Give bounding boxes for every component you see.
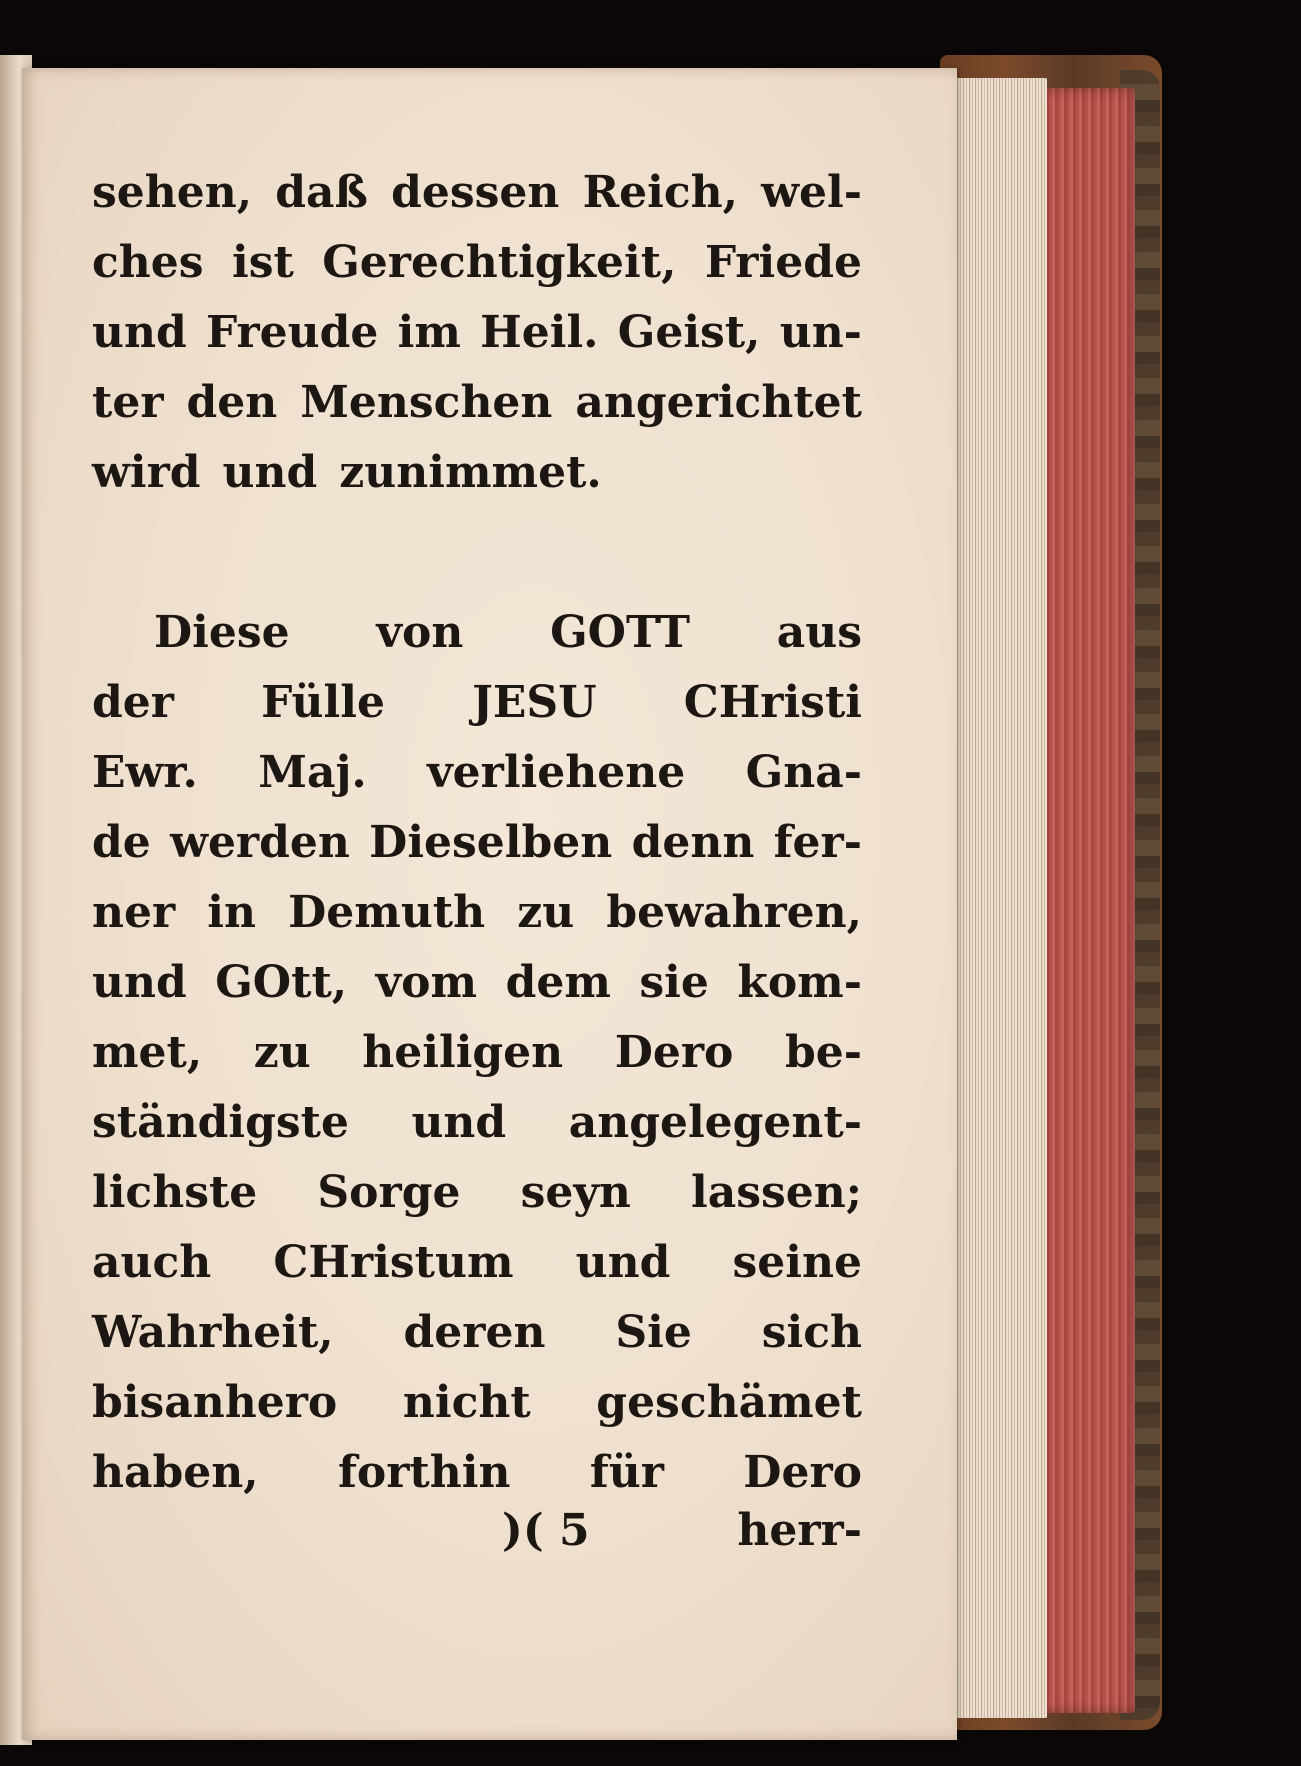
- catchword: herr-: [737, 1505, 862, 1556]
- text-line: [92, 878, 862, 948]
- word: GOtt,: [215, 957, 348, 1008]
- word: den: [186, 377, 278, 428]
- word: fer-: [773, 817, 862, 868]
- word: JESU: [472, 677, 597, 728]
- text-line: [92, 1368, 862, 1438]
- word: zu: [253, 1027, 311, 1078]
- signature-mark: )( 5: [502, 1505, 590, 1556]
- text-line: [92, 158, 862, 228]
- word: Friede: [704, 237, 862, 288]
- word: lichste: [92, 1167, 258, 1218]
- word: de: [92, 817, 151, 868]
- word: sehen,: [92, 167, 253, 218]
- word: angelegent-: [568, 1097, 862, 1148]
- word: bisanhero: [92, 1377, 338, 1428]
- word: ter: [92, 377, 164, 428]
- word: von: [376, 607, 464, 658]
- word: im: [397, 307, 461, 358]
- page-footer: [92, 1496, 862, 1566]
- word: nicht: [402, 1377, 531, 1428]
- word: wel-: [761, 167, 862, 218]
- text-line: [92, 298, 862, 368]
- paragraph-1: [92, 158, 862, 508]
- word: dessen: [391, 167, 560, 218]
- word: lassen;: [691, 1167, 862, 1218]
- word: angerichtet: [575, 377, 862, 428]
- word: deren: [403, 1307, 546, 1358]
- word: haben,: [92, 1447, 259, 1498]
- word: daß: [275, 167, 368, 218]
- word: bewahren,: [606, 887, 862, 938]
- word: denn: [631, 817, 755, 868]
- word: Fülle: [261, 677, 385, 728]
- word: auch: [92, 1237, 212, 1288]
- word: Menschen: [300, 377, 553, 428]
- text-line: [92, 1158, 862, 1228]
- word: Geist,: [617, 307, 761, 358]
- word: wird: [92, 447, 201, 498]
- text-line: [92, 668, 862, 738]
- text-line: [92, 1088, 862, 1158]
- word: un-: [779, 307, 862, 358]
- word: für: [589, 1447, 664, 1498]
- word: Heil.: [480, 307, 599, 358]
- page-edges: [952, 78, 1047, 1718]
- word: Ewr.: [92, 747, 198, 798]
- paragraph-2: [92, 598, 862, 1508]
- word: CHristi: [683, 677, 862, 728]
- word: Dieselben: [369, 817, 613, 868]
- word: ständigste: [92, 1097, 349, 1148]
- word: sich: [761, 1307, 862, 1358]
- word: und: [411, 1097, 507, 1148]
- word: Gna-: [745, 747, 862, 798]
- word: Sie: [615, 1307, 692, 1358]
- page-block-edge: [1040, 88, 1135, 1713]
- word: forthin: [337, 1447, 511, 1498]
- word: vom: [375, 957, 478, 1008]
- text-line: [92, 368, 862, 438]
- word: Sorge: [317, 1167, 461, 1218]
- word: GOTT: [550, 607, 690, 658]
- word: Reich,: [582, 167, 738, 218]
- word: werden: [170, 817, 350, 868]
- word: sie: [639, 957, 709, 1008]
- paragraph-gap: [92, 508, 862, 598]
- word: der: [92, 677, 174, 728]
- text-line: [92, 228, 862, 298]
- word: be-: [784, 1027, 862, 1078]
- word: und: [222, 447, 318, 498]
- word: zunimmet.: [339, 447, 602, 498]
- text-line: [92, 1228, 862, 1298]
- word: Gerechtigkeit,: [322, 237, 677, 288]
- word: ches: [92, 237, 204, 288]
- word: Demuth: [288, 887, 486, 938]
- word: zu: [517, 887, 575, 938]
- book-page: [22, 68, 957, 1740]
- text-line: [92, 1298, 862, 1368]
- text-line: [92, 808, 862, 878]
- word: ist: [231, 237, 294, 288]
- word: verliehene: [427, 747, 686, 798]
- text-line: [92, 438, 862, 508]
- word: und: [92, 957, 187, 1008]
- word: dem: [505, 957, 611, 1008]
- page-text: [92, 158, 862, 1508]
- text-line: [92, 948, 862, 1018]
- word: und: [92, 307, 187, 358]
- text-line: [92, 1018, 862, 1088]
- word: Freude: [206, 307, 379, 358]
- word: und: [575, 1237, 671, 1288]
- word: Wahrheit,: [92, 1307, 334, 1358]
- word: heiligen: [362, 1027, 564, 1078]
- word: Maj.: [258, 747, 367, 798]
- word: Dero: [614, 1027, 734, 1078]
- word: aus: [776, 607, 862, 658]
- word: Dero: [743, 1447, 862, 1498]
- word: met,: [92, 1027, 203, 1078]
- word: ner: [92, 887, 176, 938]
- word: geschämet: [596, 1377, 862, 1428]
- word: in: [207, 887, 256, 938]
- word: seyn: [520, 1167, 631, 1218]
- word: Diese: [154, 607, 290, 658]
- word: kom-: [737, 957, 862, 1008]
- word: CHristum: [273, 1237, 514, 1288]
- text-line: [92, 598, 862, 668]
- text-line: [92, 738, 862, 808]
- word: seine: [732, 1237, 862, 1288]
